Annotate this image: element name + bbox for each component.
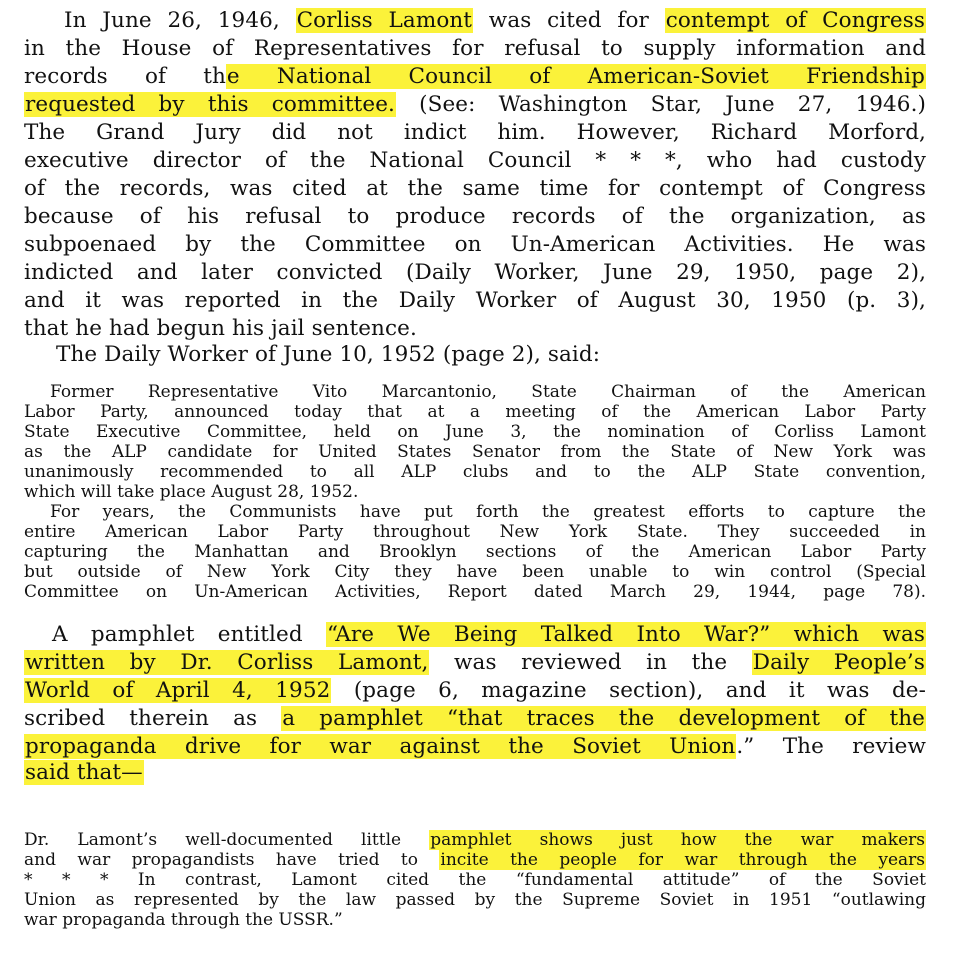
text-segment: Former Representative Vito Marcantonio, State Chairman of the American xyxy=(50,382,926,402)
highlighted-text: a pamphlet “that traces the development of the xyxy=(282,706,926,731)
text-segment: The Daily Worker of June 10, 1952 (page 2), said: xyxy=(56,342,601,367)
text-line xyxy=(24,912,926,929)
text-line xyxy=(24,444,926,461)
text-segment: as the ALP candidate for United States Senator from the State of New York was xyxy=(24,442,926,462)
text-line xyxy=(24,404,926,421)
text-segment: The Grand Jury did not indict him. However, Richard Morford, xyxy=(24,120,926,145)
text-segment: * * * In contrast, Lamont cited the “fundamental attitude” of the Soviet xyxy=(24,870,926,890)
text-line xyxy=(24,94,926,116)
text-segment: but outside of New York City they have been unable to win control (Special xyxy=(24,562,926,582)
text-line xyxy=(24,178,926,200)
text-line xyxy=(24,290,926,312)
text-line xyxy=(24,832,926,849)
text-segment: .” The review xyxy=(736,734,926,759)
text-line xyxy=(56,344,926,366)
text-segment: war propaganda through the USSR.” xyxy=(24,910,343,930)
highlighted-text: Corliss Lamont xyxy=(296,8,473,33)
text-line xyxy=(24,38,926,60)
highlighted-text: contempt of Congress xyxy=(665,8,925,33)
text-segment: because of his refusal to produce records of the organization, as xyxy=(24,204,926,229)
text-line xyxy=(24,122,926,144)
text-line xyxy=(24,852,926,869)
text-segment: which will take place August 28, 1952. xyxy=(24,482,359,502)
text-segment: Dr. Lamont’s well-documented little xyxy=(24,830,430,850)
text-line xyxy=(24,150,926,172)
highlighted-text: e National Council of American-Soviet Friendship xyxy=(226,64,926,89)
text-line xyxy=(50,504,926,521)
text-line xyxy=(24,652,926,674)
text-segment: (page 6, magazine section), and it was de- xyxy=(331,678,926,703)
text-segment: unanimously recommended to all ALP clubs and to the ALP State convention, xyxy=(24,462,926,482)
text-line xyxy=(64,10,926,32)
text-segment: executive director of the National Council * * *, who had custody xyxy=(24,148,926,173)
text-line xyxy=(24,262,926,284)
highlighted-text: propaganda drive for war against the Soviet Union xyxy=(25,734,736,759)
text-line xyxy=(24,524,926,541)
highlighted-text: Daily People’s xyxy=(752,650,925,675)
text-segment: In June 26, 1946, xyxy=(64,8,296,33)
text-line xyxy=(24,318,926,340)
text-segment: Labor Party, announced today that at a meeting of the American Labor Party xyxy=(24,402,926,422)
highlighted-text: pamphlet shows just how the war makers xyxy=(430,830,925,850)
text-segment: entire American Labor Party throughout New York State. They succeeded in xyxy=(24,522,926,542)
text-line xyxy=(24,66,926,88)
text-segment: that he had begun his jail sentence. xyxy=(24,316,417,341)
text-segment: Committee on Un-American Activities, Report dated March 29, 1944, page 78). xyxy=(24,582,926,602)
text-segment: A pamphlet entitled xyxy=(52,622,326,647)
text-segment: For years, the Communists have put forth the greatest efforts to capture the xyxy=(50,502,926,522)
highlighted-text: incite the people for war through the years xyxy=(440,850,925,870)
text-line xyxy=(24,206,926,228)
text-line xyxy=(24,708,926,730)
text-line xyxy=(52,624,926,646)
text-segment: scribed therein as xyxy=(24,706,282,731)
text-line xyxy=(24,584,926,601)
text-segment: of the records, was cited at the same time for contempt of Congress xyxy=(24,176,926,201)
text-line xyxy=(50,384,926,401)
text-line xyxy=(24,736,926,758)
text-line xyxy=(24,464,926,481)
text-segment: and war propagandists have tried to xyxy=(24,850,440,870)
text-segment: records of th xyxy=(24,64,226,89)
text-line xyxy=(24,234,926,256)
text-segment: capturing the Manhattan and Brooklyn sections of the American Labor Party xyxy=(24,542,926,562)
text-line xyxy=(24,892,926,909)
text-segment: (See: Washington Star, June 27, 1946.) xyxy=(395,92,926,117)
highlighted-text: requested by this committee. xyxy=(25,92,395,117)
highlighted-text: written by Dr. Corliss Lamont, xyxy=(25,650,429,675)
highlighted-text: said that— xyxy=(25,760,143,785)
text-segment: was cited for xyxy=(473,8,665,33)
text-segment: Union as represented by the law passed by the Supreme Soviet in 1951 “outlawing xyxy=(24,890,926,910)
text-segment: in the House of Representatives for refusal to supply information and xyxy=(24,36,926,61)
highlighted-text: World of April 4, 1952 xyxy=(25,678,331,703)
text-line xyxy=(24,484,926,501)
text-line xyxy=(24,424,926,441)
text-line xyxy=(24,762,926,784)
text-line xyxy=(24,544,926,561)
text-line xyxy=(24,564,926,581)
text-line xyxy=(24,680,926,702)
text-segment: indicted and later convicted (Daily Worker, June 29, 1950, page 2), xyxy=(24,260,926,285)
text-segment: State Executive Committee, held on June 3, the nomination of Corliss Lamont xyxy=(24,422,926,442)
text-line xyxy=(24,872,926,889)
text-segment: was reviewed in the xyxy=(429,650,752,675)
highlighted-text: “Are We Being Talked Into War?” which was xyxy=(326,622,925,647)
text-segment: and it was reported in the Daily Worker of August 30, 1950 (p. 3), xyxy=(24,288,926,313)
text-segment: subpoenaed by the Committee on Un-American Activities. He was xyxy=(24,232,926,257)
